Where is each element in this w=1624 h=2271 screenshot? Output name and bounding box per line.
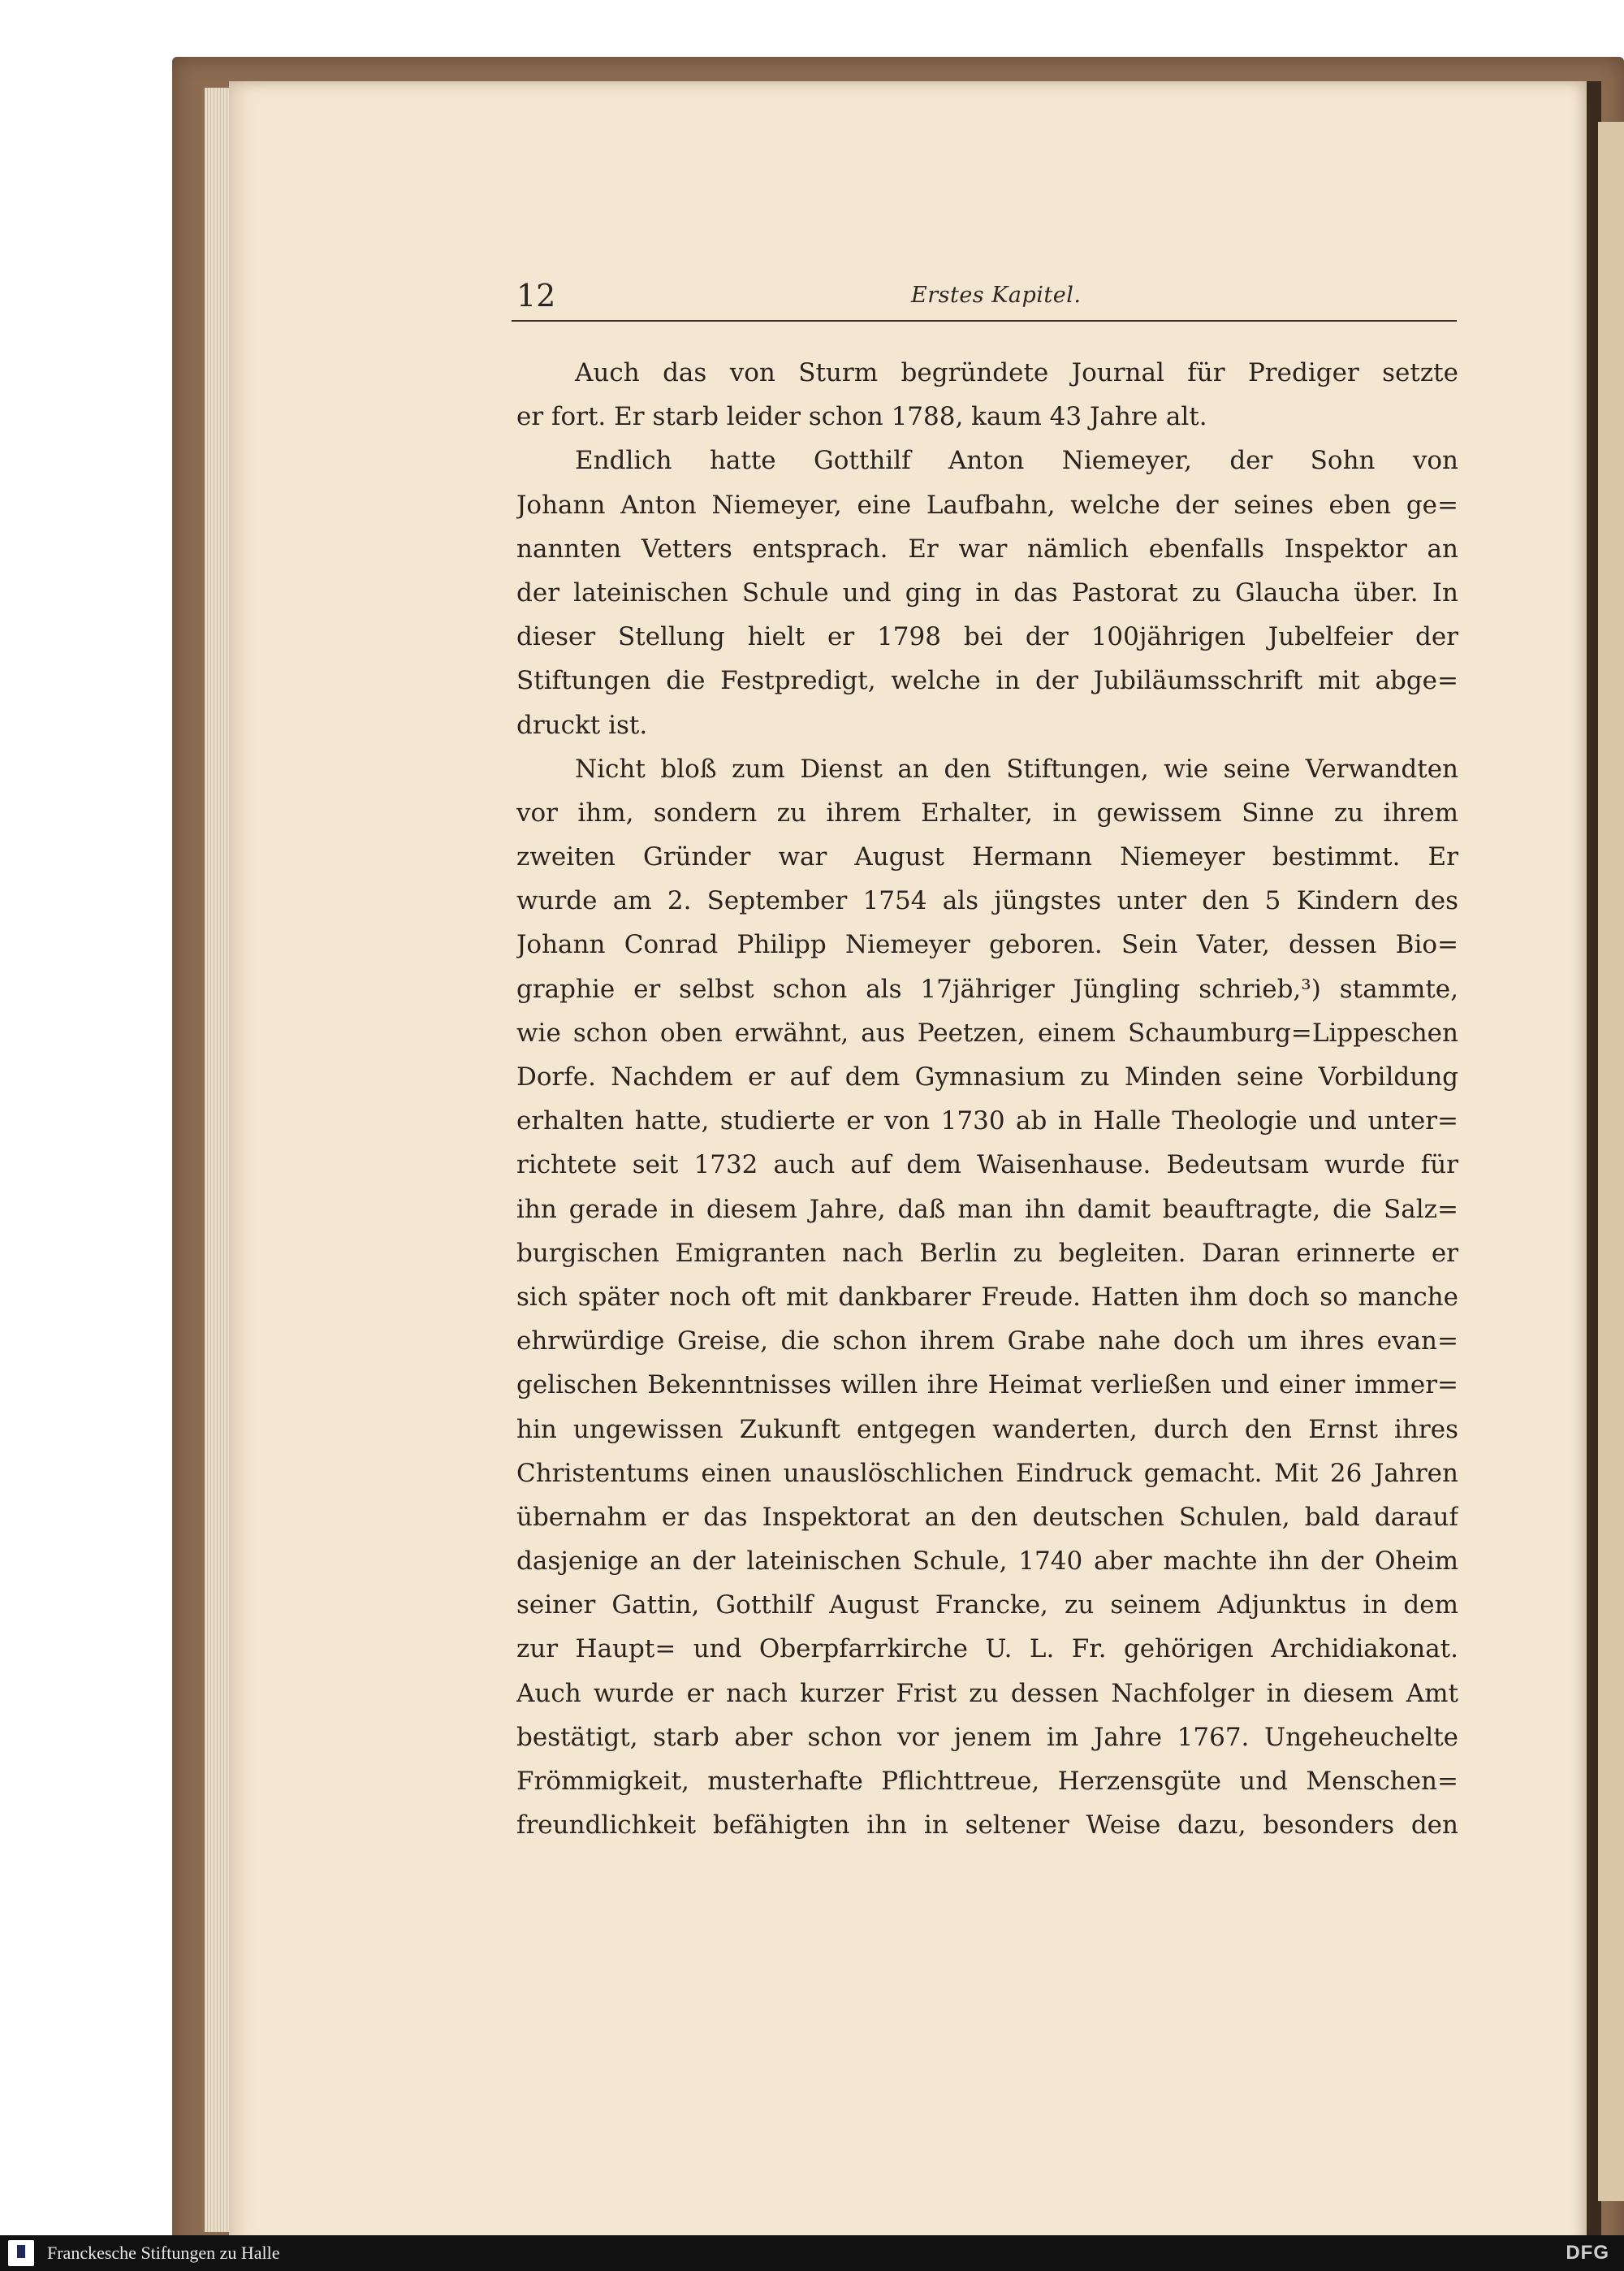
text-line: dieser Stellung hielt er 1798 bei der 100jährigen Jubelfeier der xyxy=(516,622,1458,652)
text-line: ihn gerade in diesem Jahre, daß man ihn damit beauftragte, die Salz= xyxy=(516,1194,1458,1224)
text-line: vor ihm, sondern zu ihrem Erhalter, in gewissem Sinne zu ihrem xyxy=(516,798,1458,828)
text-line: Dorfe. Nachdem er auf dem Gymnasium zu Minden seine Vorbildung xyxy=(516,1062,1458,1092)
text-line: er fort. Er starb leider schon 1788, kaum 43 Jahre alt. xyxy=(516,402,1207,432)
dfg-logo: DFG xyxy=(1566,2242,1609,2264)
text-line: wie schon oben erwähnt, aus Peetzen, einem Schaumburg=Lippeschen xyxy=(516,1018,1458,1048)
logo-mark xyxy=(17,2245,25,2258)
francke-foundation-logo-icon xyxy=(8,2240,34,2266)
page-number: 12 xyxy=(516,278,556,314)
text-line: druckt ist. xyxy=(516,710,648,740)
text-line: wurde am 2. September 1754 als jüngstes unter den 5 Kindern des xyxy=(516,886,1458,916)
running-head xyxy=(512,275,1457,322)
text-line: gelischen Bekenntnisses willen ihre Heimat verließen und einer immer= xyxy=(516,1370,1458,1400)
text-line: Johann Anton Niemeyer, eine Laufbahn, welche der seines eben ge= xyxy=(516,490,1458,520)
text-line: Auch wurde er nach kurzer Frist zu dessen Nachfolger in diesem Amt xyxy=(516,1678,1458,1708)
text-line: erhalten hatte, studierte er von 1730 ab in Halle Theologie und unter= xyxy=(516,1106,1458,1136)
text-line: bestätigt, starb aber schon vor jenem im Jahre 1767. Ungeheuchelte xyxy=(516,1722,1458,1752)
footer-bar xyxy=(0,2235,1624,2271)
text-line: zur Haupt= und Oberpfarrkirche U. L. Fr. gehörigen Archidiakonat. xyxy=(516,1634,1458,1664)
text-line: Endlich hatte Gotthilf Anton Niemeyer, der Sohn von xyxy=(575,446,1458,476)
text-line: seiner Gattin, Gotthilf August Francke, zu seinem Adjunktus in dem xyxy=(516,1590,1458,1620)
text-line: dasjenige an der lateinischen Schule, 1740 aber machte ihn der Oheim xyxy=(516,1546,1458,1577)
text-line: der lateinischen Schule und ging in das Pastorat zu Glaucha über. In xyxy=(516,577,1458,608)
text-line: übernahm er das Inspektorat an den deutschen Schulen, bald darauf xyxy=(516,1502,1458,1532)
text-line: richtete seit 1732 auch auf dem Waisenhause. Bedeutsam wurde für xyxy=(516,1150,1458,1180)
facing-page-edge xyxy=(1598,122,1624,2201)
text-line: burgischen Emigranten nach Berlin zu begleiten. Daran erinnerte er xyxy=(516,1238,1458,1268)
text-line: zweiten Gründer war August Hermann Niemeyer bestimmt. Er xyxy=(516,842,1458,872)
footer-institution: Franckesche Stiftungen zu Halle xyxy=(47,2243,280,2263)
chapter-title: Erstes Kapitel. xyxy=(911,283,1082,308)
text-line: freundlichkeit befähigten ihn in seltener Weise dazu, besonders den xyxy=(516,1810,1458,1841)
text-line: graphie er selbst schon als 17jähriger Jüngling schrieb,³) stammte, xyxy=(516,974,1458,1004)
text-line: Christentums einen unauslöschlichen Eindruck gemacht. Mit 26 Jahren xyxy=(516,1458,1458,1488)
text-line: Stiftungen die Festpredigt, welche in der Jubiläumsschrift mit abge= xyxy=(516,666,1458,696)
text-line: sich später noch oft mit dankbarer Freude. Hatten ihm doch so manche xyxy=(516,1282,1458,1312)
text-line: hin ungewissen Zukunft entgegen wanderten, durch den Ernst ihres xyxy=(516,1414,1458,1444)
text-line: Frömmigkeit, musterhafte Pflichttreue, Herzensgüte und Menschen= xyxy=(516,1767,1458,1796)
text-line: ehrwürdige Greise, die schon ihrem Grabe nahe doch um ihres evan= xyxy=(516,1326,1458,1356)
text-line: Johann Conrad Philipp Niemeyer geboren. Sein Vater, dessen Bio= xyxy=(516,930,1458,960)
text-line: nannten Vetters entsprach. Er war nämlich ebenfalls Inspektor an xyxy=(516,534,1458,564)
text-line: Auch das von Sturm begründete Journal für Prediger setzte xyxy=(575,358,1458,387)
body-text xyxy=(516,351,1458,1847)
text-line: Nicht bloß zum Dienst an den Stiftungen, wie seine Verwandten xyxy=(575,754,1458,784)
